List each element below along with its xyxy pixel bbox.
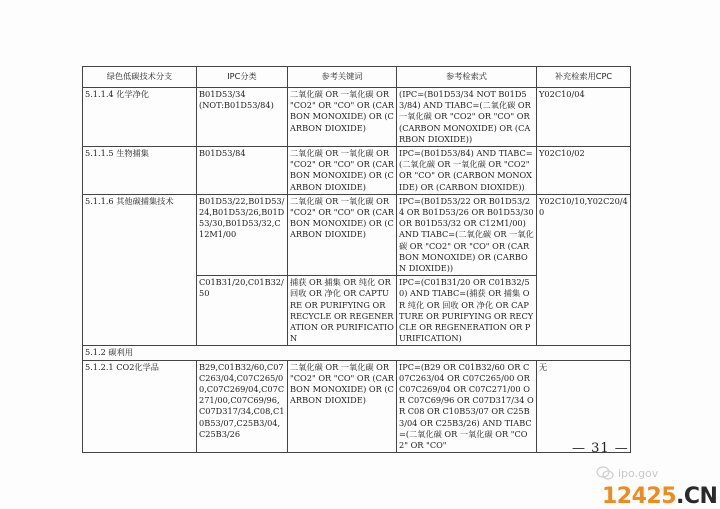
chat-bubble-icon bbox=[596, 464, 614, 482]
cell-branch: 5.1.1.5 生物捕集 bbox=[83, 147, 197, 195]
cell-keywords: 二氧化碳 OR 一氧化碳 OR "CO2" OR "CO" OR (CARBON MONOXIDE) OR (CARBON DIOXIDE) bbox=[288, 194, 397, 275]
section-row bbox=[83, 346, 631, 360]
cell-ipc: B01D53/34 (NOT:B01D53/84) bbox=[197, 88, 288, 147]
cell-branch: 5.1.2.1 CO2化学品 bbox=[83, 360, 197, 453]
cell-query: IPC=(C01B31/20 OR C01B32/50) AND TIABC=(捕获 OR 捕集 OR 纯化 OR 回收 OR 净化 OR CAPTURE OR PURIFYING OR RECYCLE OR REGENERATION OR PURIFICATION) bbox=[397, 276, 537, 346]
cell-cpc: Y02C10/10,Y02C20/40 bbox=[537, 194, 631, 346]
cell-branch: 5.1.1.6 其他碳捕集技术 bbox=[83, 194, 197, 346]
cell-cpc: Y02C10/04 bbox=[537, 88, 631, 147]
cell-ipc: C01B31/20,C01B32/50 bbox=[197, 276, 288, 346]
section-label: 5.1.2 碳利用 bbox=[83, 346, 631, 360]
cell-keywords: 二氧化碳 OR 一氧化碳 OR "CO2" OR "CO" OR (CARBON MONOXIDE) OR (CARBON DIOXIDE) bbox=[288, 360, 397, 453]
watermark-label: ipo.gov bbox=[618, 467, 659, 480]
cell-query: (IPC=(B01D53/34 NOT B01D53/84) AND TIABC=(二氧化碳 OR 一氧化碳 OR "CO2" OR "CO" OR (CARBON MONOXIDE) OR (CARBON DIOXIDE)) bbox=[397, 88, 537, 147]
table-row bbox=[83, 194, 631, 275]
header-branch: 绿色低碳技术分支 bbox=[83, 67, 197, 88]
table-row bbox=[83, 88, 631, 147]
cell-ipc: B29,C01B32/60,C07C263/04,C07C265/00,C07C269/04,C07C271/00,C07C69/96,C07D317/34,C08,C10B53/07,C25B3/04,C25B3/26 bbox=[197, 360, 288, 453]
header-ipc: IPC分类 bbox=[197, 67, 288, 88]
cell-keywords: 二氧化碳 OR 一氧化碳 OR "CO2" OR "CO" OR (CARBON MONOXIDE) OR (CARBON DIOXIDE) bbox=[288, 88, 397, 147]
cell-keywords: 捕获 OR 捕集 OR 纯化 OR 回收 OR 净化 OR CAPTURE OR PURIFYING OR RECYCLE OR REGENERATION OR PURIFICATION bbox=[288, 276, 397, 346]
table-header-row bbox=[83, 67, 631, 88]
cell-query: IPC=(B29 OR C01B32/60 OR C07C263/04 OR C07C265/00 OR C07C269/04 OR C07C271/00 OR C07C69/96 OR C07D317/34 OR C08 OR C10B53/07 OR C25B3/04 OR C25B3/26) AND TIABC=(二氧化碳 OR 一氧化碳 OR "CO2" OR "CO" bbox=[397, 360, 537, 453]
cell-keywords: 二氧化碳 OR 一氧化碳 OR "CO2" OR "CO" OR (CARBON MONOXIDE) OR (CARBON DIOXIDE) bbox=[288, 147, 397, 195]
header-cpc: 补充检索用CPC bbox=[537, 67, 631, 88]
header-keywords: 参考关键词 bbox=[288, 67, 397, 88]
table-row bbox=[83, 147, 631, 195]
cell-query: IPC=(B01D53/84) AND TIABC=(二氧化碳 OR 一氧化碳 OR "CO2" OR "CO" OR (CARBON MONOXIDE) OR (CARBON DIOXIDE)) bbox=[397, 147, 537, 195]
page-number: — 31 — bbox=[572, 441, 629, 456]
cell-branch: 5.1.1.4 化学净化 bbox=[83, 88, 197, 147]
cell-cpc: 无 bbox=[537, 360, 631, 453]
ipc-classification-table bbox=[82, 66, 631, 453]
cell-query: IPC=(B01D53/22 OR B01D53/24 OR B01D53/26 OR B01D53/30 OR B01D53/32 OR C12M1/00) AND TIABC=(二氧化碳 OR 一氧化碳 OR "CO2" OR "CO" OR (CARBON MONOXIDE) OR (CARBON DIOXIDE)) bbox=[397, 194, 537, 275]
site-watermark-number: 12425 bbox=[602, 484, 677, 509]
cell-ipc: B01D53/22,B01D53/24,B01D53/26,B01D53/30,B01D53/32,C12M1/00 bbox=[197, 194, 288, 275]
site-watermark bbox=[602, 484, 717, 509]
cell-ipc: B01D53/84 bbox=[197, 147, 288, 195]
cell-cpc: Y02C10/02 bbox=[537, 147, 631, 195]
header-query: 参考检索式 bbox=[397, 67, 537, 88]
table-row bbox=[83, 360, 631, 453]
site-watermark-tld: .CN bbox=[676, 484, 718, 509]
